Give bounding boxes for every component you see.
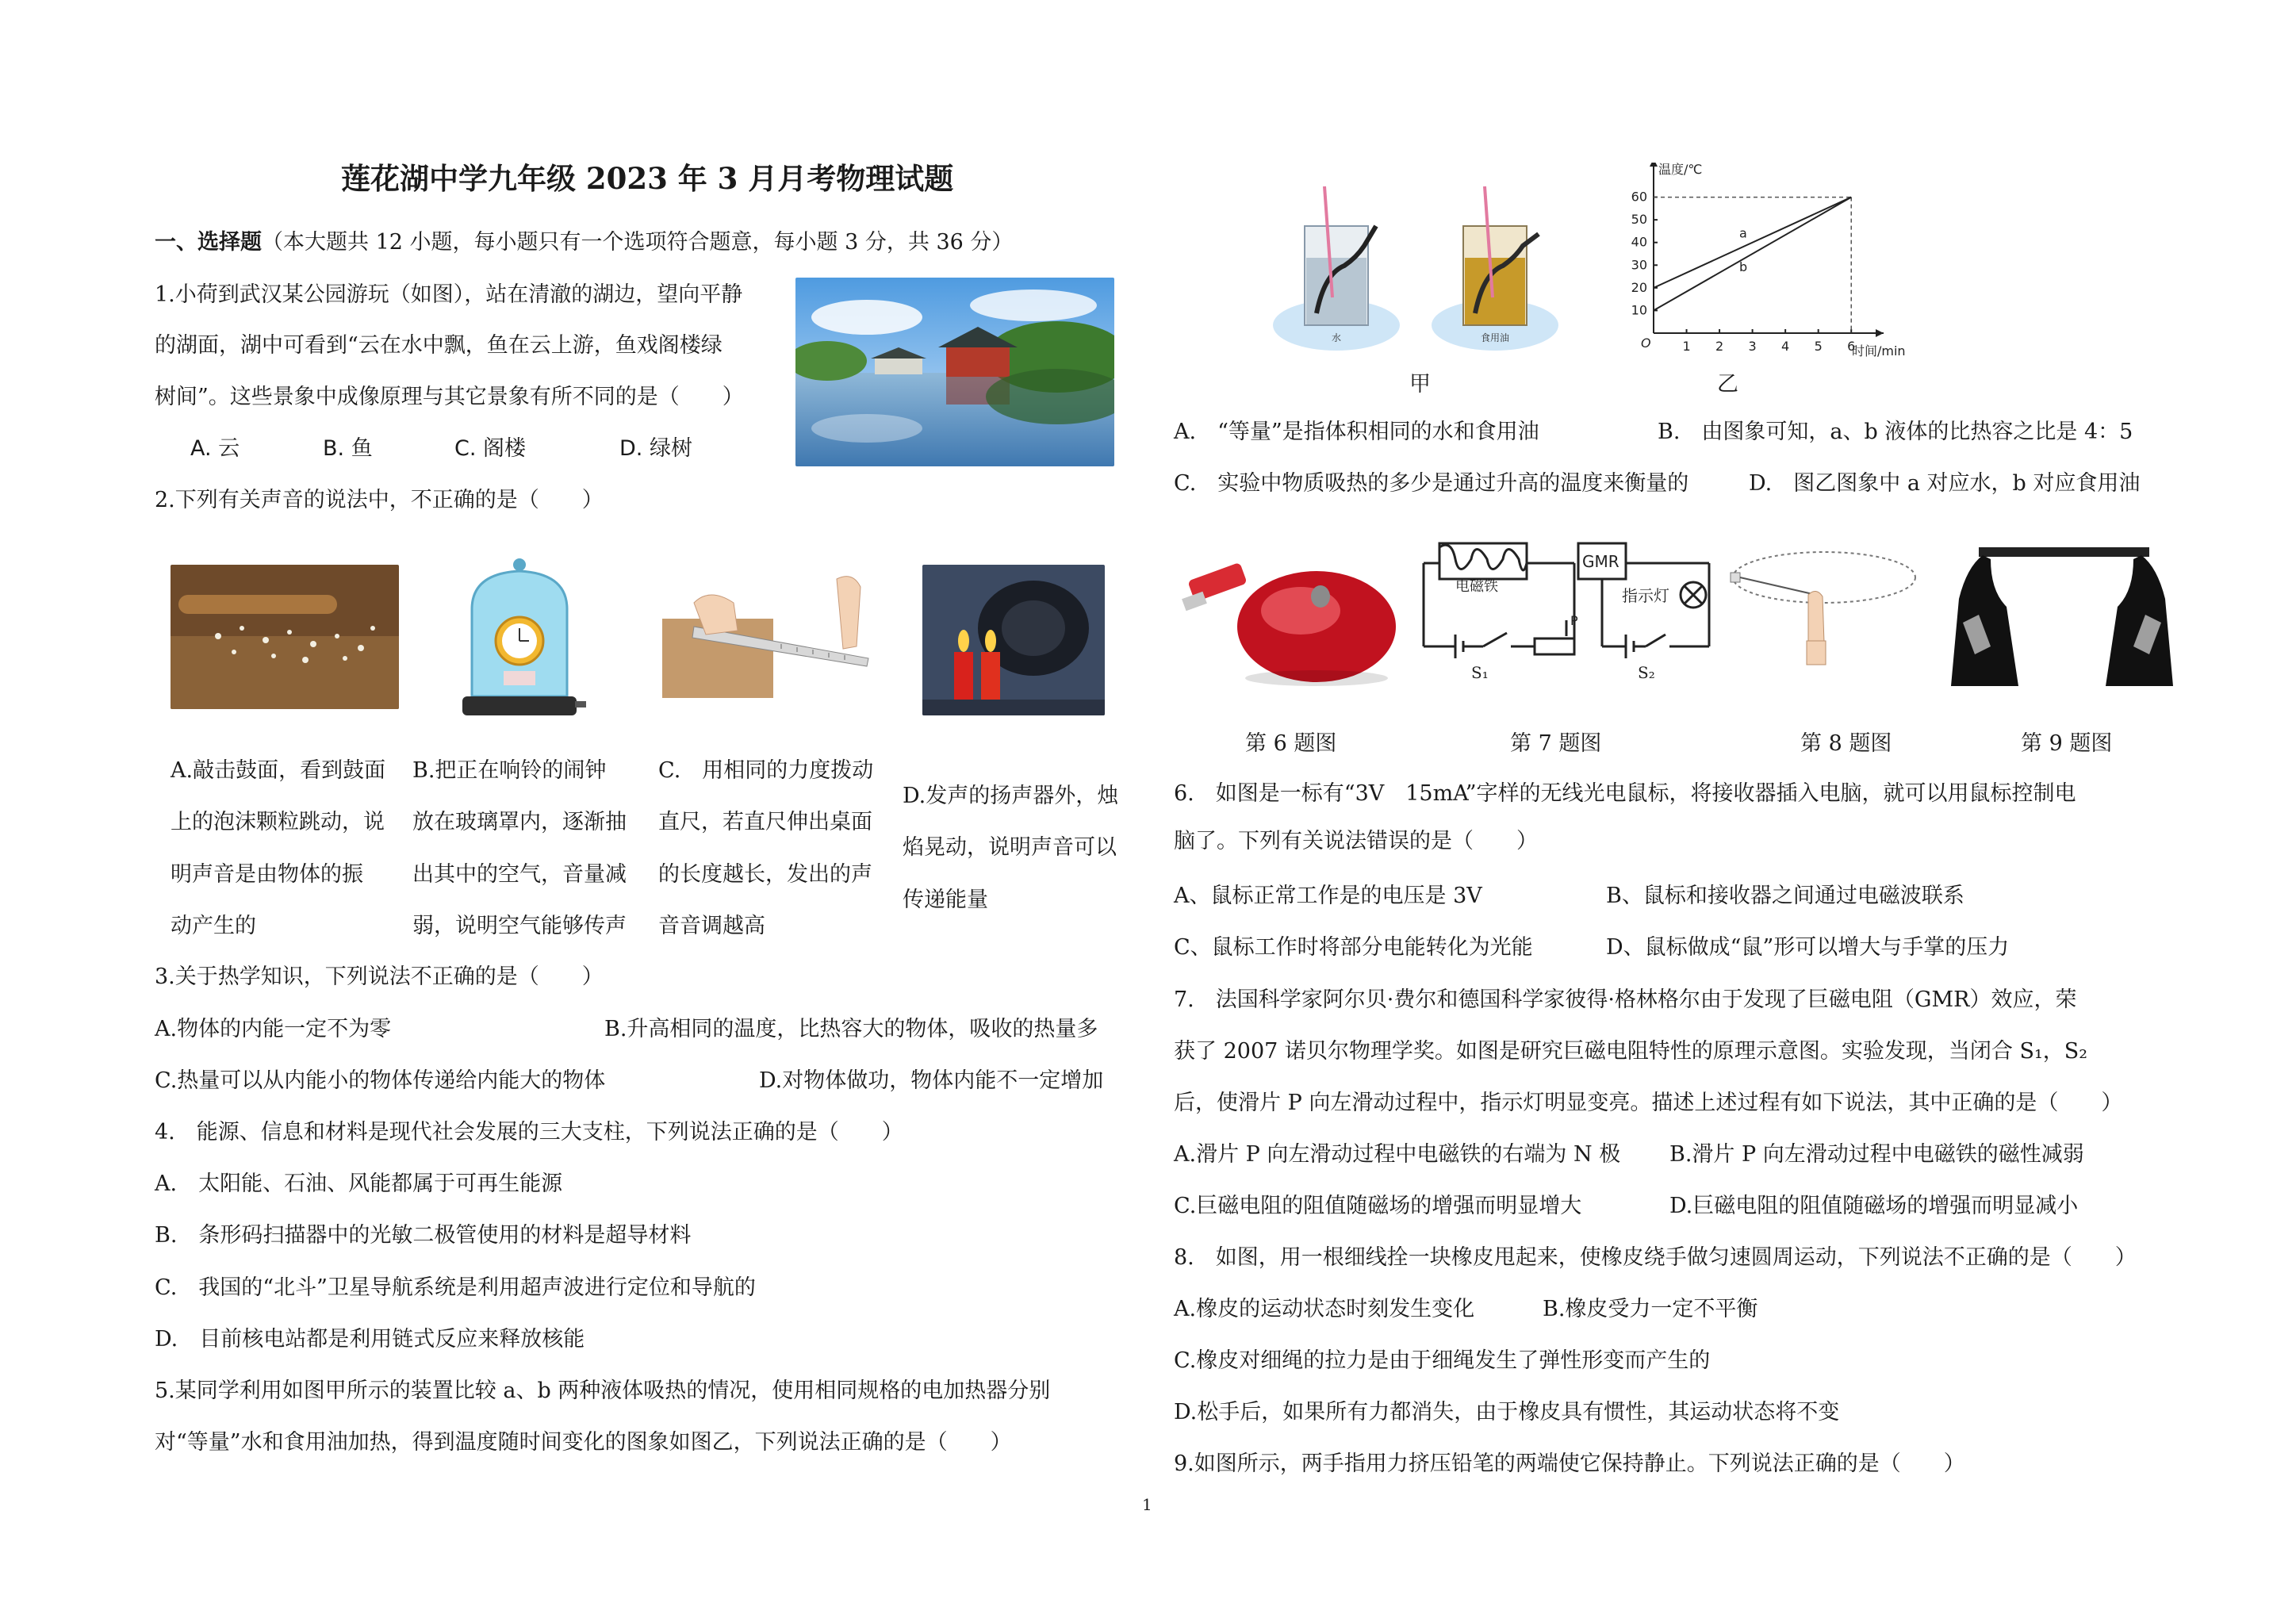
heating-beakers-figure xyxy=(1269,178,1586,377)
q1-line-2: 的湖面，湖中可看到“云在水中飘，鱼在云上游，鱼戏阁楼绿 xyxy=(155,333,723,358)
beaker-water-label: 水 xyxy=(1331,332,1342,343)
q5-line-1: 5.某同学利用如图甲所示的装置比较 a、b 两种液体吸热的情况，使用相同规格的电加热器分别 xyxy=(155,1379,1051,1403)
q4-option-a: A. 太阳能、石油、风能都属于可再生能源 xyxy=(155,1171,563,1196)
y-tick-label: 50 xyxy=(1631,212,1647,228)
q2-option-b-line-3: 出其中的空气，音量减 xyxy=(412,862,627,887)
q6-option-d: D、鼠标做成“鼠”形可以增大与手掌的压力 xyxy=(1606,935,2010,960)
q6-option-c: C、鼠标工作时将部分电能转化为光能 xyxy=(1174,935,1533,960)
speaker-candle-photo xyxy=(922,565,1105,715)
switch-s2-label: S₂ xyxy=(1638,663,1655,682)
q5-option-d: D. 图乙图象中 a 对应水，b 对应食用油 xyxy=(1749,471,2141,496)
wireless-mouse-photo xyxy=(1182,547,1404,690)
q2-stem: 2.下列有关声音的说法中，不正确的是（ ） xyxy=(155,488,604,512)
q2-option-a-line-1: A.敲击鼓面，看到鼓面 xyxy=(171,758,386,783)
q7-option-c: C.巨磁电阻的阻值随磁场的增强而明显增大 xyxy=(1174,1194,1582,1218)
q6-option-a: A、鼠标正常工作是的电压是 3V xyxy=(1174,884,1482,908)
q2-option-c-line-3: 的长度越长，发出的声 xyxy=(658,862,872,887)
x-axis-title: 时间/min xyxy=(1852,343,1906,359)
q5-option-a: A. “等量”是指体积相同的水和食用油 xyxy=(1174,420,1539,444)
q3-option-b: B.升高相同的温度，比热容大的物体，吸收的热量多 xyxy=(604,1017,1098,1041)
pencil-fingers-figure xyxy=(1943,527,2181,698)
beaker-oil-label: 食用油 xyxy=(1480,332,1510,343)
x-tick-label: 5 xyxy=(1814,339,1823,354)
x-tick-label: 2 xyxy=(1715,339,1724,354)
gmr-label: GMR xyxy=(1582,552,1619,571)
fig7-caption: 第 7 题图 xyxy=(1510,731,1602,756)
q3-stem: 3.关于热学知识，下列说法不正确的是（ ） xyxy=(155,964,604,989)
series-label-a: a xyxy=(1739,225,1747,241)
fig-jia-label: 甲 xyxy=(1409,372,1431,397)
y-tick-label: 60 xyxy=(1631,189,1647,205)
y-axis-arrow xyxy=(1650,163,1658,167)
indicator-lamp-label: 指示灯 xyxy=(1622,586,1669,605)
q8-option-b: B.橡皮受力一定不平衡 xyxy=(1543,1297,1758,1321)
q1-option-d: D. 绿树 xyxy=(619,436,692,461)
q7-option-d: D.巨磁电阻的阻值随磁场的增强而明显减小 xyxy=(1669,1194,2079,1218)
slider-p-label: P xyxy=(1570,613,1578,628)
section-heading: 一、选择题（本大题共 12 小题，每小题只有一个选项符合题意，每小题 3 分，共 36 分） xyxy=(155,230,1014,255)
q9-stem: 9.如图所示，两手指用力挤压铅笔的两端使它保持静止。下列说法正确的是（ ） xyxy=(1174,1451,1965,1476)
q5-line-2: 对“等量”水和食用油加热，得到温度随时间变化的图象如图乙，下列说法正确的是（ ） xyxy=(155,1430,1012,1455)
q3-option-a: A.物体的内能一定不为零 xyxy=(155,1017,392,1041)
y-tick-label: 20 xyxy=(1631,279,1647,295)
q5-option-c: C. 实验中物质吸热的多少是通过升高的温度来衡量的 xyxy=(1174,471,1689,496)
q7-line-3: 后，使滑片 P 向左滑动过程中，指示灯明显变亮。描述上述过程有如下说法，其中正确的是（ ） xyxy=(1174,1091,2123,1115)
q2-option-a-line-4: 动产生的 xyxy=(171,914,256,938)
q2-option-c-line-2: 直尺，若直尺伸出桌面 xyxy=(658,810,872,834)
ruler-table-photo xyxy=(662,571,883,704)
q4-option-c: C. 我国的“北斗”卫星导航系统是利用超声波进行定位和导航的 xyxy=(155,1275,756,1300)
q1-option-b: B. 鱼 xyxy=(323,436,373,461)
fig-yi-label: 乙 xyxy=(1717,372,1738,397)
electromagnet-label: 电磁铁 xyxy=(1455,578,1498,595)
q2-option-b-line-4: 弱，说明空气能够传声 xyxy=(412,914,627,938)
q5-option-b: B. 由图象可知，a、b 液体的比热容之比是 4：5 xyxy=(1658,420,2133,444)
drum-foam-photo xyxy=(171,565,399,709)
q1-option-c: C. 阁楼 xyxy=(454,436,527,461)
rubber-circular-motion-figure xyxy=(1729,547,1919,666)
q2-option-d-line-2: 焰晃动，说明声音可以 xyxy=(903,835,1117,860)
q2-option-d-line-3: 传递能量 xyxy=(903,888,988,912)
q7-line-1: 7. 法国科学家阿尔贝·费尔和德国科学家彼得·格林格尔由于发现了巨磁电阻（GMR）效应，荣 xyxy=(1174,987,2077,1012)
series-line-a xyxy=(1654,197,1851,288)
q2-option-c-line-4: 音音调越高 xyxy=(658,914,765,938)
page-title: 莲花湖中学九年级 2023 年 3 月月考物理试题 xyxy=(341,161,954,196)
switch-s1-label: S₁ xyxy=(1471,663,1489,682)
q6-option-b: B、鼠标和接收器之间通过电磁波联系 xyxy=(1606,884,1964,908)
fig9-caption: 第 9 题图 xyxy=(2021,731,2113,756)
page-number: 1 xyxy=(1142,1495,1152,1514)
q8-option-d: D.松手后，如果所有力都消失，由于橡皮具有惯性，其运动状态将不变 xyxy=(1174,1400,1840,1425)
y-tick-label: 40 xyxy=(1631,234,1647,250)
q2-option-b-line-2: 放在玻璃罩内，逐渐抽 xyxy=(412,810,627,834)
q4-option-d: D. 目前核电站都是利用链式反应来释放核能 xyxy=(155,1327,585,1352)
q6-line-1: 6. 如图是一标有“3V 15mA”字样的无线光电鼠标，将接收器插入电脑，就可以用鼠标控制电 xyxy=(1174,781,2076,806)
q7-option-a: A.滑片 P 向左滑动过程中电磁铁的右端为 N 极 xyxy=(1174,1142,1621,1167)
gmr-circuit-diagram xyxy=(1408,531,1717,690)
q3-option-c: C.热量可以从内能小的物体传递给内能大的物体 xyxy=(155,1068,606,1093)
q8-option-a: A.橡皮的运动状态时刻发生变化 xyxy=(1174,1297,1475,1321)
x-tick-label: 6 xyxy=(1847,339,1856,354)
q3-option-d: D.对物体做功，物体内能不一定增加 xyxy=(759,1068,1104,1093)
q8-stem: 8. 如图，用一根细线拴一块橡皮甩起来，使橡皮绕手做匀速圆周运动，下列说法不正确的是（ ） xyxy=(1174,1245,2137,1270)
q7-option-b: B.滑片 P 向左滑动过程中电磁铁的磁性减弱 xyxy=(1669,1142,2084,1167)
series-line-b xyxy=(1654,197,1851,311)
q6-line-2: 脑了。下列有关说法错误的是（ ） xyxy=(1174,829,1538,853)
q1-option-a: A. 云 xyxy=(190,436,240,461)
x-tick-label: 3 xyxy=(1748,339,1757,354)
q2-option-c-line-1: C. 用相同的力度拨动 xyxy=(658,758,874,783)
fig8-caption: 第 8 题图 xyxy=(1800,731,1892,756)
fig6-caption: 第 6 题图 xyxy=(1245,731,1337,756)
q2-option-b-line-1: B.把正在响铃的闹钟 xyxy=(412,758,607,783)
origin-label: O xyxy=(1641,336,1651,351)
temperature-time-chart xyxy=(1614,163,1947,389)
lake-pavilion-photo xyxy=(795,278,1114,466)
q2-option-a-line-2: 上的泡沫颗粒跳动，说 xyxy=(171,810,385,834)
y-tick-label: 10 xyxy=(1631,302,1647,318)
q2-option-d-line-1: D.发声的扬声器外，烛 xyxy=(903,784,1119,808)
q4-option-b: B. 条形码扫描器中的光敏二极管使用的材料是超导材料 xyxy=(155,1223,692,1248)
x-tick-label: 1 xyxy=(1682,339,1691,354)
x-axis-arrow xyxy=(1876,329,1884,337)
q1-line-3: 树间”。这些景象中成像原理与其它景象有所不同的是（ ） xyxy=(155,385,744,409)
x-tick-label: 4 xyxy=(1781,339,1790,354)
y-axis-title: 温度/℃ xyxy=(1658,163,1703,177)
series-label-b: b xyxy=(1739,259,1748,274)
y-tick-label: 30 xyxy=(1631,257,1647,273)
q4-stem: 4. 能源、信息和材料是现代社会发展的三大支柱，下列说法正确的是（ ） xyxy=(155,1120,903,1145)
q7-line-2: 获了 2007 诺贝尔物理学奖。如图是研究巨磁电阻特性的原理示意图。实验发现，当闭合 S₁，S₂ xyxy=(1174,1039,2088,1064)
q1-line-1: 1.小荷到武汉某公园游玩（如图），站在清澈的湖边，望向平静 xyxy=(155,282,743,307)
q8-option-c: C.橡皮对细绳的拉力是由于细绳发生了弹性形变而产生的 xyxy=(1174,1348,1711,1373)
q2-option-a-line-3: 明声音是由物体的振 xyxy=(171,862,363,887)
bell-jar-clock-photo xyxy=(448,554,591,722)
